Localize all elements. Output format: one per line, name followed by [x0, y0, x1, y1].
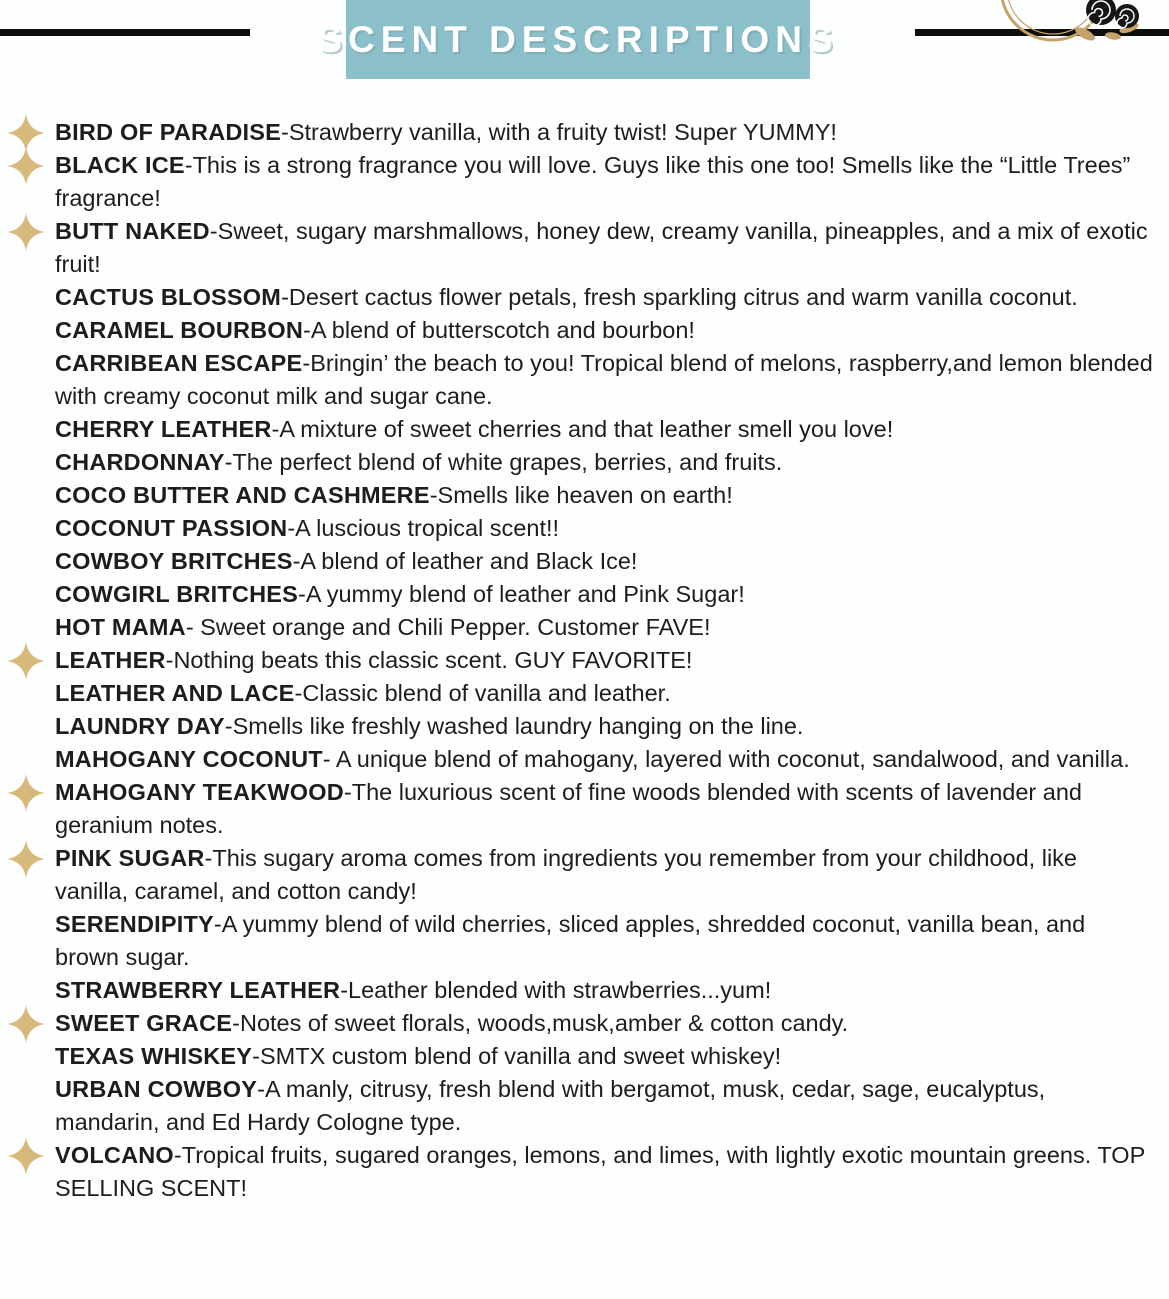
- scent-description: -Bringin’ the beach to you! Tropical blend of melons, raspberry,and lemon blended with creamy coconut milk and sugar cane.: [55, 350, 1153, 409]
- scent-name: BIRD OF PARADISE: [55, 119, 282, 145]
- scent-item: [55, 1040, 1155, 1073]
- scent-item: [55, 116, 1155, 149]
- scent-item: [55, 545, 1155, 578]
- scent-name: CACTUS BLOSSOM: [55, 284, 282, 310]
- scent-name: SWEET GRACE: [55, 1010, 233, 1036]
- scent-description: -Tropical fruits, sugared oranges, lemons, and limes, with lightly exotic mountain greens. TOP SELLING SCENT!: [55, 1142, 1145, 1201]
- scent-name: COCO BUTTER AND CASHMERE: [55, 482, 430, 508]
- scent-item: [55, 974, 1155, 1007]
- scent-description: -A luscious tropical scent!!: [287, 515, 560, 541]
- scent-item: [55, 149, 1155, 215]
- rose-ring-logo: [1001, 0, 1151, 64]
- scent-item: [55, 743, 1155, 776]
- title-banner: [317, 0, 839, 79]
- scent-item: [55, 413, 1155, 446]
- scent-item: [55, 1139, 1155, 1205]
- scent-description: -SMTX custom blend of vanilla and sweet whiskey!: [252, 1043, 782, 1069]
- sparkle-icon: [7, 840, 45, 878]
- scent-name: CARAMEL BOURBON: [55, 317, 304, 343]
- scent-name: TEXAS WHISKEY: [55, 1043, 253, 1069]
- scent-description: -Leather blended with strawberries...yum!: [340, 977, 772, 1003]
- scent-name: BUTT NAKED: [55, 218, 210, 244]
- scent-name: LEATHER: [55, 647, 166, 673]
- scent-item: [55, 446, 1155, 479]
- scent-item: [55, 1007, 1155, 1040]
- scent-item: [55, 611, 1155, 644]
- scent-item: [55, 710, 1155, 743]
- scent-name: MAHOGANY COCONUT: [55, 746, 323, 772]
- header: [0, 0, 1169, 112]
- scent-description: -The luxurious scent of fine woods blended with scents of lavender and geranium notes.: [55, 779, 1082, 838]
- scent-description: -Sweet, sugary marshmallows, honey dew, creamy vanilla, pineapples, and a mix of exotic fruit!: [55, 218, 1148, 277]
- scent-name: BLACK ICE: [55, 152, 185, 178]
- scent-item: [55, 347, 1155, 413]
- scent-description: -A yummy blend of leather and Pink Sugar!: [298, 581, 745, 607]
- scent-description: -A mixture of sweet cherries and that leather smell you love!: [271, 416, 894, 442]
- scent-list: [0, 112, 1169, 1205]
- scent-description: -A manly, citrusy, fresh blend with bergamot, musk, cedar, sage, eucalyptus, mandarin, and Ed Hardy Cologne type.: [55, 1076, 1046, 1135]
- scent-name: SERENDIPITY: [55, 911, 214, 937]
- scent-item: [55, 512, 1155, 545]
- scent-description: -Strawberry vanilla, with a fruity twist! Super YUMMY!: [281, 119, 837, 145]
- sparkle-icon: [7, 642, 45, 680]
- scent-name: CARRIBEAN ESCAPE: [55, 350, 303, 376]
- sparkle-icon: [7, 213, 45, 251]
- scent-item: [55, 578, 1155, 611]
- scent-description: -Nothing beats this classic scent. GUY FAVORITE!: [165, 647, 693, 673]
- scent-item: [55, 644, 1155, 677]
- scent-name: VOLCANO: [55, 1142, 174, 1168]
- scent-description: -This is a strong fragrance you will love. Guys like this one too! Smells like the “Little Trees” fragrance!: [55, 152, 1131, 211]
- scent-name: MAHOGANY TEAKWOOD: [55, 779, 344, 805]
- scent-description: -A blend of butterscotch and bourbon!: [303, 317, 695, 343]
- scent-description: -The perfect blend of white grapes, berries, and fruits.: [224, 449, 783, 475]
- scent-item: [55, 314, 1155, 347]
- scent-item: [55, 776, 1155, 842]
- scent-name: LAUNDRY DAY: [55, 713, 225, 739]
- scent-description: -Desert cactus flower petals, fresh sparkling citrus and warm vanilla coconut.: [281, 284, 1078, 310]
- scent-item: [55, 1073, 1155, 1139]
- scent-description: -A blend of leather and Black Ice!: [292, 548, 638, 574]
- header-rule-left: [0, 29, 250, 36]
- scent-name: URBAN COWBOY: [55, 1076, 258, 1102]
- scent-name: LEATHER AND LACE: [55, 680, 295, 706]
- scent-description: -Smells like heaven on earth!: [429, 482, 733, 508]
- scent-item: [55, 908, 1155, 974]
- scent-name: CHERRY LEATHER: [55, 416, 272, 442]
- scent-description: -Notes of sweet florals, woods,musk,amber & cotton candy.: [232, 1010, 849, 1036]
- scent-description: - A unique blend of mahogany, layered with coconut, sandalwood, and vanilla.: [322, 746, 1130, 772]
- sparkle-icon: [7, 147, 45, 185]
- scent-name: PINK SUGAR: [55, 845, 205, 871]
- scent-item: [55, 479, 1155, 512]
- scent-description: -Classic blend of vanilla and leather.: [294, 680, 671, 706]
- scent-description: -This sugary aroma comes from ingredients you remember from your childhood, like vanilla, caramel, and cotton candy!: [55, 845, 1077, 904]
- scent-description: -A yummy blend of wild cherries, sliced apples, shredded coconut, vanilla bean, and brown sugar.: [55, 911, 1086, 970]
- scent-name: CHARDONNAY: [55, 449, 225, 475]
- scent-item: [55, 677, 1155, 710]
- scent-description: - Sweet orange and Chili Pepper. Customer FAVE!: [185, 614, 711, 640]
- scent-item: [55, 215, 1155, 281]
- sparkle-icon: [7, 774, 45, 812]
- sparkle-icon: [7, 1005, 45, 1043]
- scent-item: [55, 842, 1155, 908]
- scent-description: -Smells like freshly washed laundry hanging on the line.: [224, 713, 804, 739]
- scent-name: COWGIRL BRITCHES: [55, 581, 298, 607]
- scent-item: [55, 281, 1155, 314]
- sparkle-icon: [7, 1137, 45, 1175]
- page-title: SCENT DESCRIPTIONS: [317, 18, 839, 60]
- scent-name: STRAWBERRY LEATHER: [55, 977, 341, 1003]
- scent-name: COWBOY BRITCHES: [55, 548, 293, 574]
- scent-name: HOT MAMA: [55, 614, 186, 640]
- scent-name: COCONUT PASSION: [55, 515, 288, 541]
